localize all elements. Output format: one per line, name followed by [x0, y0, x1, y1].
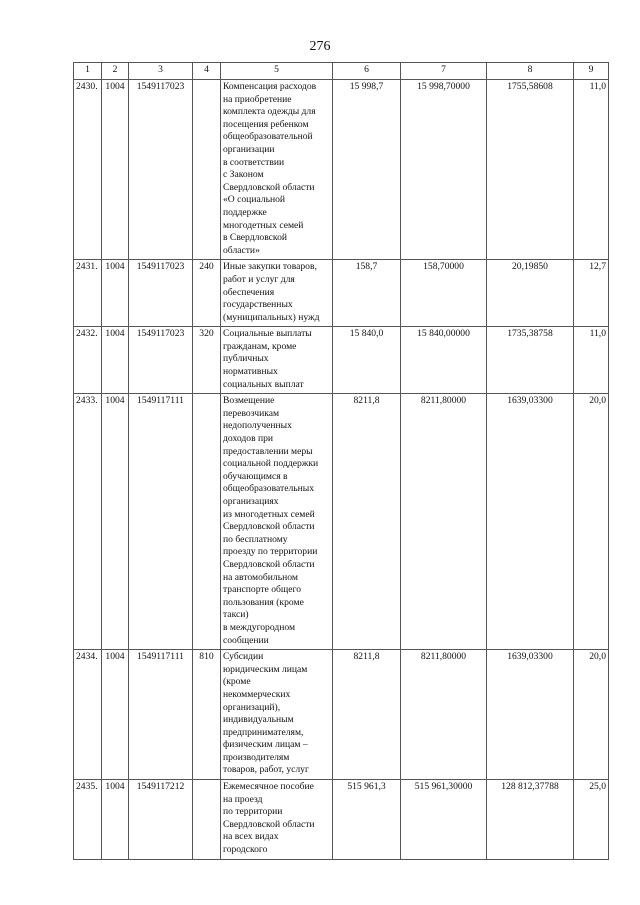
column-header-2: 2	[102, 63, 129, 80]
executed-amount: 1639,03300	[487, 394, 574, 650]
execution-percent: 20,0	[574, 394, 609, 650]
execution-percent: 11,0	[574, 80, 609, 260]
expense-description: Иные закупки товаров, работ и услуг для обеспечения государственных (муниципальных) нужд	[221, 260, 333, 327]
page-number: 276	[309, 39, 331, 54]
table-row	[74, 394, 609, 650]
target-article-code: 1549117111	[129, 394, 193, 650]
table-row	[74, 650, 609, 780]
budget-table	[73, 62, 609, 860]
expense-description: Субсидии юридическим лицам (кроме некоммерческих организаций), индивидуальным предпринимателям, физическим лицам – производителям товаров, работ, услуг	[221, 650, 333, 780]
row-number: 2435.	[74, 780, 102, 860]
approved-amount: 8211,80000	[401, 650, 487, 780]
target-article-code: 1549117023	[129, 327, 193, 394]
row-number: 2430.	[74, 80, 102, 260]
section-code: 1004	[102, 327, 129, 394]
planned-amount: 515 961,3	[333, 780, 401, 860]
execution-percent: 20,0	[574, 650, 609, 780]
executed-amount: 1639,03300	[487, 650, 574, 780]
planned-amount: 158,7	[333, 260, 401, 327]
approved-amount: 15 840,00000	[401, 327, 487, 394]
row-number: 2434.	[74, 650, 102, 780]
execution-percent: 12,7	[574, 260, 609, 327]
execution-percent: 25,0	[574, 780, 609, 860]
target-article-code: 1549117023	[129, 80, 193, 260]
expense-type-code: 240	[193, 260, 221, 327]
approved-amount: 158,70000	[401, 260, 487, 327]
approved-amount: 515 961,30000	[401, 780, 487, 860]
row-number: 2431.	[74, 260, 102, 327]
column-header-4: 4	[193, 63, 221, 80]
approved-amount: 8211,80000	[401, 394, 487, 650]
expense-type-code	[193, 780, 221, 860]
table-row	[74, 780, 609, 860]
executed-amount: 1735,38758	[487, 327, 574, 394]
expense-description: Социальные выплаты гражданам, кроме публичных нормативных социальных выплат	[221, 327, 333, 394]
table-row	[74, 260, 609, 327]
planned-amount: 15 840,0	[333, 327, 401, 394]
column-header-9: 9	[574, 63, 609, 80]
section-code: 1004	[102, 650, 129, 780]
expense-description: Компенсация расходов на приобретение комплекта одежды для посещения ребенком общеобразовательной организации в соответствии с Законом Свердловской области «О социальной поддержке многодетных семей в Свердловской области»	[221, 80, 333, 260]
expense-type-code: 320	[193, 327, 221, 394]
planned-amount: 15 998,7	[333, 80, 401, 260]
planned-amount: 8211,8	[333, 650, 401, 780]
target-article-code: 1549117111	[129, 650, 193, 780]
approved-amount: 15 998,70000	[401, 80, 487, 260]
section-code: 1004	[102, 394, 129, 650]
column-header-6: 6	[333, 63, 401, 80]
target-article-code: 1549117212	[129, 780, 193, 860]
table-row	[74, 327, 609, 394]
expense-type-code	[193, 394, 221, 650]
expense-description: Возмещение перевозчикам недополученных доходов при предоставлении меры социальной поддержки обучающимся в общеобразовательных организациях из многодетных семей Свердловской области по бесплатному проезду по территории Свердловской области на автомобильном транспорте общего пользования (кроме такси) в междугородном сообщении	[221, 394, 333, 650]
planned-amount: 8211,8	[333, 394, 401, 650]
row-number: 2433.	[74, 394, 102, 650]
table-row	[74, 80, 609, 260]
column-header-8: 8	[487, 63, 574, 80]
table-header-row	[74, 63, 609, 80]
execution-percent: 11,0	[574, 327, 609, 394]
column-header-5: 5	[221, 63, 333, 80]
section-code: 1004	[102, 260, 129, 327]
executed-amount: 128 812,37788	[487, 780, 574, 860]
expense-description: Ежемесячное пособие на проезд по территории Свердловской области на всех видах городского	[221, 780, 333, 860]
column-header-3: 3	[129, 63, 193, 80]
expense-type-code	[193, 80, 221, 260]
section-code: 1004	[102, 80, 129, 260]
column-header-1: 1	[74, 63, 102, 80]
executed-amount: 1755,58608	[487, 80, 574, 260]
column-header-7: 7	[401, 63, 487, 80]
executed-amount: 20,19850	[487, 260, 574, 327]
row-number: 2432.	[74, 327, 102, 394]
target-article-code: 1549117023	[129, 260, 193, 327]
section-code: 1004	[102, 780, 129, 860]
expense-type-code: 810	[193, 650, 221, 780]
